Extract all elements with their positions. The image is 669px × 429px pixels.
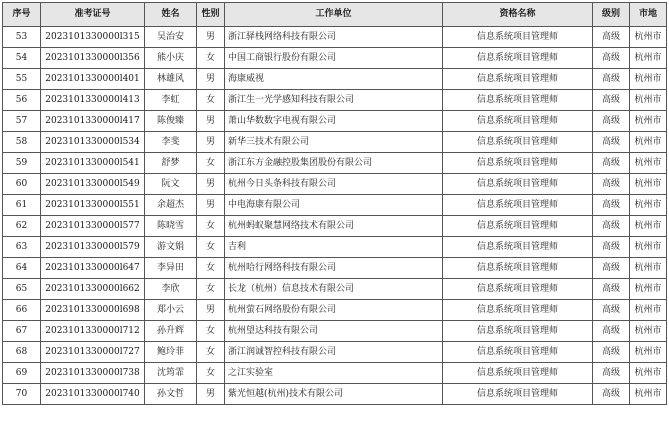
results-table [2,2,667,405]
cell-level: 高级 [593,111,630,132]
cell-exam-id: 2023101330000l712 [41,321,145,342]
cell-qualification: 信息系统项目管理师 [443,237,593,258]
cell-seq: 56 [3,90,41,111]
cell-exam-id: 2023101330000l541 [41,153,145,174]
table-row [3,216,667,237]
cell-exam-id: 2023101330000l551 [41,195,145,216]
cell-city: 杭州市 [630,132,667,153]
cell-employer: 吉利 [225,237,443,258]
cell-gender: 男 [197,132,225,153]
table-row [3,27,667,48]
cell-qualification: 信息系统项目管理师 [443,258,593,279]
cell-gender: 女 [197,363,225,384]
cell-exam-id: 2023101330000l413 [41,90,145,111]
cell-level: 高级 [593,321,630,342]
cell-qualification: 信息系统项目管理师 [443,90,593,111]
cell-exam-id: 2023101330000l698 [41,300,145,321]
table-row [3,258,667,279]
cell-exam-id: 2023101330000l579 [41,237,145,258]
cell-city: 杭州市 [630,342,667,363]
cell-exam-id: 2023101330000l534 [41,132,145,153]
cell-city: 杭州市 [630,153,667,174]
cell-city: 杭州市 [630,69,667,90]
cell-name: 陈晓雪 [145,216,197,237]
cell-seq: 60 [3,174,41,195]
table-row [3,300,667,321]
cell-city: 杭州市 [630,216,667,237]
cell-exam-id: 2023101330000l727 [41,342,145,363]
cell-gender: 男 [197,174,225,195]
header-employer: 工作单位 [225,3,443,27]
cell-employer: 浙江驿栈网络科技有限公司 [225,27,443,48]
cell-exam-id: 2023101330000l315 [41,27,145,48]
header-row [3,3,667,27]
cell-gender: 男 [197,27,225,48]
cell-qualification: 信息系统项目管理师 [443,363,593,384]
cell-level: 高级 [593,216,630,237]
cell-qualification: 信息系统项目管理师 [443,48,593,69]
cell-employer: 浙江润诚智控科技有限公司 [225,342,443,363]
cell-seq: 54 [3,48,41,69]
cell-level: 高级 [593,153,630,174]
cell-employer: 长龙（杭州）信息技术有限公司 [225,279,443,300]
table-row [3,132,667,153]
cell-name: 鲍玲菲 [145,342,197,363]
cell-qualification: 信息系统项目管理师 [443,69,593,90]
cell-level: 高级 [593,174,630,195]
cell-name: 陈俊臻 [145,111,197,132]
cell-employer: 中国工商银行股份有限公司 [225,48,443,69]
cell-level: 高级 [593,384,630,405]
cell-city: 杭州市 [630,300,667,321]
cell-city: 杭州市 [630,279,667,300]
cell-qualification: 信息系统项目管理师 [443,300,593,321]
cell-seq: 66 [3,300,41,321]
cell-level: 高级 [593,237,630,258]
cell-gender: 女 [197,153,225,174]
cell-city: 杭州市 [630,90,667,111]
cell-level: 高级 [593,69,630,90]
table-row [3,111,667,132]
cell-seq: 69 [3,363,41,384]
cell-exam-id: 2023101330000l740 [41,384,145,405]
cell-seq: 68 [3,342,41,363]
cell-seq: 58 [3,132,41,153]
cell-city: 杭州市 [630,195,667,216]
cell-qualification: 信息系统项目管理师 [443,153,593,174]
cell-city: 杭州市 [630,363,667,384]
table-row [3,279,667,300]
cell-gender: 女 [197,237,225,258]
cell-employer: 浙江东方金融控股集团股份有限公司 [225,153,443,174]
cell-gender: 女 [197,90,225,111]
cell-exam-id: 2023101330000l647 [41,258,145,279]
cell-qualification: 信息系统项目管理师 [443,279,593,300]
cell-level: 高级 [593,258,630,279]
cell-gender: 女 [197,216,225,237]
cell-level: 高级 [593,27,630,48]
cell-name: 李斐 [145,132,197,153]
cell-seq: 61 [3,195,41,216]
header-name: 姓名 [145,3,197,27]
table-row [3,69,667,90]
cell-name: 游文娟 [145,237,197,258]
table-body [3,27,667,405]
cell-level: 高级 [593,363,630,384]
header-gender: 性别 [197,3,225,27]
cell-city: 杭州市 [630,321,667,342]
cell-name: 舒梦 [145,153,197,174]
cell-level: 高级 [593,300,630,321]
cell-gender: 男 [197,111,225,132]
cell-employer: 杭州蚂蚁聚慧网络技术有限公司 [225,216,443,237]
cell-employer: 浙江生一光学感知科技有限公司 [225,90,443,111]
cell-employer: 萧山华数数字电视有限公司 [225,111,443,132]
cell-qualification: 信息系统项目管理师 [443,195,593,216]
cell-seq: 64 [3,258,41,279]
cell-name: 郑小云 [145,300,197,321]
cell-seq: 53 [3,27,41,48]
cell-name: 孙文哲 [145,384,197,405]
cell-seq: 63 [3,237,41,258]
cell-seq: 62 [3,216,41,237]
cell-qualification: 信息系统项目管理师 [443,384,593,405]
cell-name: 吴治安 [145,27,197,48]
cell-name: 李欣 [145,279,197,300]
cell-exam-id: 2023101330000l356 [41,48,145,69]
cell-seq: 57 [3,111,41,132]
cell-level: 高级 [593,279,630,300]
table-row [3,195,667,216]
cell-qualification: 信息系统项目管理师 [443,342,593,363]
cell-qualification: 信息系统项目管理师 [443,174,593,195]
header-seq: 序号 [3,3,41,27]
cell-gender: 女 [197,258,225,279]
cell-exam-id: 2023101330000l549 [41,174,145,195]
cell-exam-id: 2023101330000l577 [41,216,145,237]
cell-name: 孙升辉 [145,321,197,342]
cell-seq: 59 [3,153,41,174]
table-row [3,90,667,111]
cell-employer: 紫光恒越(杭州)技术有限公司 [225,384,443,405]
cell-name: 李虹 [145,90,197,111]
table-row [3,321,667,342]
cell-employer: 新华三技术有限公司 [225,132,443,153]
cell-gender: 女 [197,342,225,363]
table-row [3,237,667,258]
cell-employer: 海康威视 [225,69,443,90]
table-row [3,153,667,174]
table-row [3,48,667,69]
cell-employer: 杭州今日头条科技有限公司 [225,174,443,195]
cell-city: 杭州市 [630,237,667,258]
table-row [3,363,667,384]
cell-city: 杭州市 [630,48,667,69]
header-city: 市地 [630,3,667,27]
cell-name: 阮文 [145,174,197,195]
cell-city: 杭州市 [630,384,667,405]
cell-level: 高级 [593,48,630,69]
cell-qualification: 信息系统项目管理师 [443,132,593,153]
cell-employer: 杭州哈行网络科技有限公司 [225,258,443,279]
cell-city: 杭州市 [630,111,667,132]
cell-level: 高级 [593,132,630,153]
cell-employer: 杭州望达科技有限公司 [225,321,443,342]
cell-qualification: 信息系统项目管理师 [443,27,593,48]
cell-employer: 中电海康有限公司 [225,195,443,216]
cell-city: 杭州市 [630,174,667,195]
cell-seq: 67 [3,321,41,342]
cell-name: 熊小庆 [145,48,197,69]
cell-level: 高级 [593,342,630,363]
table-row [3,174,667,195]
cell-name: 李异田 [145,258,197,279]
cell-city: 杭州市 [630,258,667,279]
cell-exam-id: 2023101330000l662 [41,279,145,300]
cell-name: 余超杰 [145,195,197,216]
cell-gender: 女 [197,321,225,342]
cell-exam-id: 2023101330000l738 [41,363,145,384]
cell-city: 杭州市 [630,27,667,48]
cell-employer: 之江实验室 [225,363,443,384]
table-row [3,342,667,363]
cell-exam-id: 2023101330000l417 [41,111,145,132]
cell-name: 沈筠霏 [145,363,197,384]
cell-exam-id: 2023101330000l401 [41,69,145,90]
cell-level: 高级 [593,195,630,216]
cell-level: 高级 [593,90,630,111]
header-qualification: 资格名称 [443,3,593,27]
cell-name: 林雄风 [145,69,197,90]
cell-gender: 女 [197,48,225,69]
cell-seq: 70 [3,384,41,405]
cell-gender: 男 [197,384,225,405]
cell-gender: 男 [197,195,225,216]
cell-seq: 65 [3,279,41,300]
header-exam-id: 准考证号 [41,3,145,27]
cell-gender: 女 [197,279,225,300]
cell-qualification: 信息系统项目管理师 [443,216,593,237]
header-level: 级别 [593,3,630,27]
table-row [3,384,667,405]
cell-gender: 男 [197,69,225,90]
cell-employer: 杭州萤石网络股份有限公司 [225,300,443,321]
cell-qualification: 信息系统项目管理师 [443,321,593,342]
cell-seq: 55 [3,69,41,90]
cell-gender: 男 [197,300,225,321]
cell-qualification: 信息系统项目管理师 [443,111,593,132]
